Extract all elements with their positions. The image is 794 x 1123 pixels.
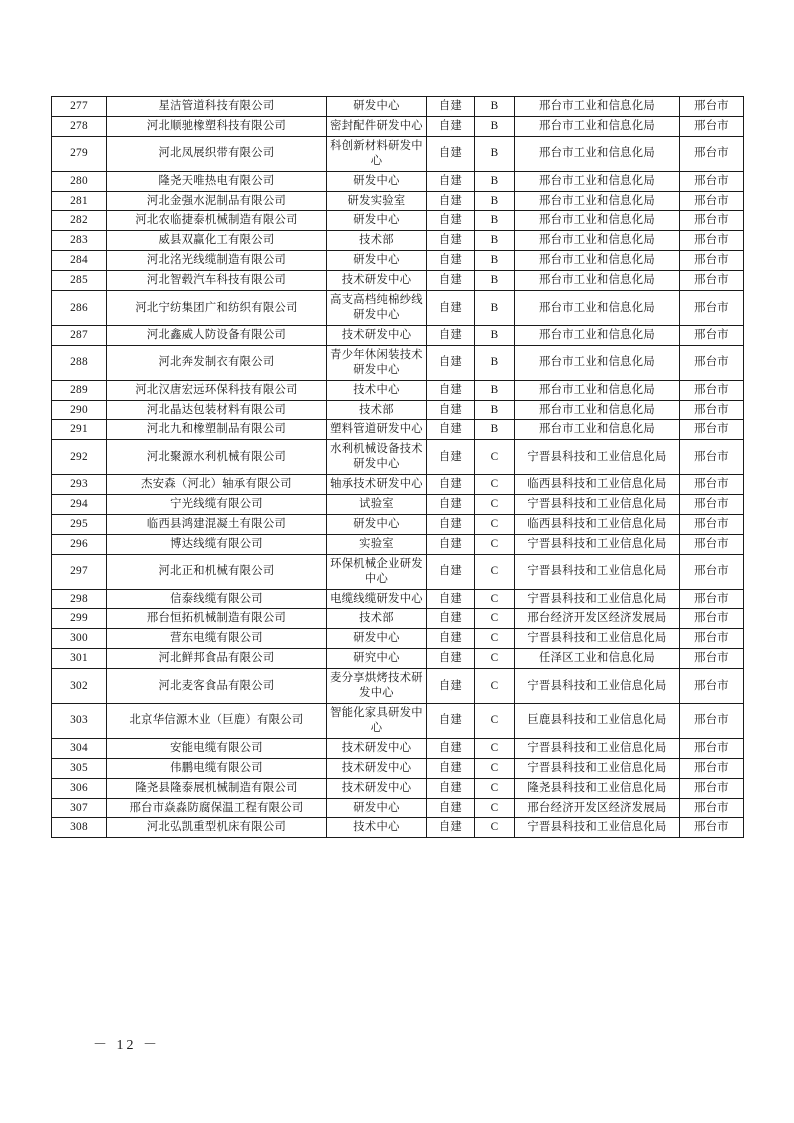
cell-city: 邢台市 (680, 380, 744, 400)
cell-grade: B (475, 271, 515, 291)
cell-idx: 303 (52, 704, 107, 739)
cell-build: 自建 (427, 325, 475, 345)
cell-center: 技术中心 (327, 818, 427, 838)
cell-grade: C (475, 669, 515, 704)
cell-build: 自建 (427, 211, 475, 231)
cell-grade: B (475, 345, 515, 380)
cell-build: 自建 (427, 231, 475, 251)
cell-center: 技术研发中心 (327, 758, 427, 778)
cell-dept: 邢台市工业和信息化局 (515, 97, 680, 117)
cell-center: 研发中心 (327, 629, 427, 649)
cell-name: 河北鲜邦食品有限公司 (107, 649, 327, 669)
cell-city: 邢台市 (680, 609, 744, 629)
cell-city: 邢台市 (680, 291, 744, 326)
cell-build: 自建 (427, 758, 475, 778)
cell-dept: 邢台市工业和信息化局 (515, 420, 680, 440)
cell-build: 自建 (427, 609, 475, 629)
cell-name: 河北凤展织带有限公司 (107, 136, 327, 171)
cell-build: 自建 (427, 554, 475, 589)
enterprise-rd-center-table-wrapper (51, 96, 743, 838)
cell-idx: 297 (52, 554, 107, 589)
table-row (52, 798, 744, 818)
cell-grade: C (475, 758, 515, 778)
cell-city: 邢台市 (680, 440, 744, 475)
table-row (52, 345, 744, 380)
cell-grade: B (475, 136, 515, 171)
cell-name: 信泰线缆有限公司 (107, 589, 327, 609)
cell-dept: 邢台市工业和信息化局 (515, 136, 680, 171)
cell-name: 河北鑫威人防设备有限公司 (107, 325, 327, 345)
cell-city: 邢台市 (680, 420, 744, 440)
cell-name: 临西县鸿建混凝土有限公司 (107, 514, 327, 534)
cell-name: 河北宁纺集团广和纺织有限公司 (107, 291, 327, 326)
cell-city: 邢台市 (680, 758, 744, 778)
table-row (52, 589, 744, 609)
cell-center: 技术部 (327, 231, 427, 251)
cell-dept: 临西县科技和工业信息化局 (515, 475, 680, 495)
cell-dept: 邢台市工业和信息化局 (515, 191, 680, 211)
cell-center: 研发中心 (327, 211, 427, 231)
cell-city: 邢台市 (680, 649, 744, 669)
cell-idx: 282 (52, 211, 107, 231)
table-row (52, 211, 744, 231)
cell-name: 河北洺光线缆制造有限公司 (107, 251, 327, 271)
cell-dept: 邢台市工业和信息化局 (515, 211, 680, 231)
cell-name: 伟鹏电缆有限公司 (107, 758, 327, 778)
cell-city: 邢台市 (680, 669, 744, 704)
cell-name: 隆尧县隆泰展机械制造有限公司 (107, 778, 327, 798)
cell-city: 邢台市 (680, 818, 744, 838)
cell-grade: B (475, 380, 515, 400)
cell-idx: 307 (52, 798, 107, 818)
table-row (52, 778, 744, 798)
cell-idx: 300 (52, 629, 107, 649)
cell-grade: C (475, 534, 515, 554)
cell-name: 河北顺驰橡塑科技有限公司 (107, 116, 327, 136)
cell-center: 实验室 (327, 534, 427, 554)
cell-grade: B (475, 400, 515, 420)
cell-idx: 285 (52, 271, 107, 291)
cell-name: 河北智毂汽车科技有限公司 (107, 271, 327, 291)
cell-idx: 286 (52, 291, 107, 326)
cell-build: 自建 (427, 116, 475, 136)
cell-dept: 巨鹿县科技和工业信息化局 (515, 704, 680, 739)
cell-center: 技术研发中心 (327, 271, 427, 291)
cell-city: 邢台市 (680, 325, 744, 345)
cell-grade: C (475, 778, 515, 798)
table-row (52, 400, 744, 420)
cell-dept: 宁晋县科技和工业信息化局 (515, 818, 680, 838)
cell-name: 北京华信源木业（巨鹿）有限公司 (107, 704, 327, 739)
cell-dept: 宁晋县科技和工业信息化局 (515, 629, 680, 649)
cell-center: 试验室 (327, 495, 427, 515)
cell-center: 技术研发中心 (327, 325, 427, 345)
cell-grade: C (475, 514, 515, 534)
cell-center: 智能化家具研发中心 (327, 704, 427, 739)
cell-idx: 301 (52, 649, 107, 669)
table-row (52, 495, 744, 515)
table-row (52, 171, 744, 191)
table-row (52, 231, 744, 251)
cell-idx: 277 (52, 97, 107, 117)
cell-dept: 邢台市工业和信息化局 (515, 271, 680, 291)
cell-city: 邢台市 (680, 475, 744, 495)
table-row (52, 818, 744, 838)
cell-city: 邢台市 (680, 400, 744, 420)
cell-center: 研发中心 (327, 514, 427, 534)
cell-name: 河北汉唐宏远环保科技有限公司 (107, 380, 327, 400)
cell-idx: 305 (52, 758, 107, 778)
table-row (52, 609, 744, 629)
cell-center: 高支高档纯棉纱线研发中心 (327, 291, 427, 326)
cell-dept: 宁晋县科技和工业信息化局 (515, 738, 680, 758)
cell-city: 邢台市 (680, 778, 744, 798)
cell-grade: B (475, 97, 515, 117)
table-row (52, 649, 744, 669)
cell-name: 邢台恒拓机械制造有限公司 (107, 609, 327, 629)
cell-dept: 宁晋县科技和工业信息化局 (515, 554, 680, 589)
table-row (52, 534, 744, 554)
cell-idx: 294 (52, 495, 107, 515)
cell-city: 邢台市 (680, 211, 744, 231)
cell-dept: 隆尧县科技和工业信息化局 (515, 778, 680, 798)
cell-build: 自建 (427, 818, 475, 838)
cell-grade: C (475, 440, 515, 475)
cell-build: 自建 (427, 589, 475, 609)
cell-center: 技术研发中心 (327, 778, 427, 798)
cell-build: 自建 (427, 191, 475, 211)
table-row (52, 191, 744, 211)
cell-idx: 296 (52, 534, 107, 554)
cell-build: 自建 (427, 778, 475, 798)
cell-name: 河北金强水泥制品有限公司 (107, 191, 327, 211)
table-row (52, 738, 744, 758)
cell-center: 研发中心 (327, 798, 427, 818)
cell-dept: 邢台市工业和信息化局 (515, 400, 680, 420)
cell-grade: C (475, 798, 515, 818)
cell-build: 自建 (427, 495, 475, 515)
cell-center: 密封配件研发中心 (327, 116, 427, 136)
cell-center: 技术研发中心 (327, 738, 427, 758)
cell-build: 自建 (427, 629, 475, 649)
table-row (52, 136, 744, 171)
cell-name: 河北麦客食品有限公司 (107, 669, 327, 704)
cell-dept: 宁晋县科技和工业信息化局 (515, 669, 680, 704)
cell-grade: B (475, 231, 515, 251)
cell-idx: 298 (52, 589, 107, 609)
cell-idx: 278 (52, 116, 107, 136)
cell-name: 星洁管道科技有限公司 (107, 97, 327, 117)
cell-name: 河北弘凯重型机床有限公司 (107, 818, 327, 838)
cell-grade: C (475, 649, 515, 669)
cell-grade: B (475, 211, 515, 231)
cell-grade: C (475, 589, 515, 609)
cell-idx: 280 (52, 171, 107, 191)
cell-idx: 295 (52, 514, 107, 534)
table-row (52, 669, 744, 704)
cell-dept: 宁晋县科技和工业信息化局 (515, 589, 680, 609)
cell-dept: 邢台经济开发区经济发展局 (515, 798, 680, 818)
cell-idx: 290 (52, 400, 107, 420)
cell-city: 邢台市 (680, 554, 744, 589)
cell-dept: 邢台市工业和信息化局 (515, 171, 680, 191)
cell-city: 邢台市 (680, 171, 744, 191)
cell-dept: 邢台市工业和信息化局 (515, 116, 680, 136)
cell-dept: 临西县科技和工业信息化局 (515, 514, 680, 534)
table-row (52, 514, 744, 534)
table-row (52, 475, 744, 495)
cell-grade: B (475, 116, 515, 136)
cell-name: 博达线缆有限公司 (107, 534, 327, 554)
table-row (52, 97, 744, 117)
cell-center: 麦分享烘烤技术研发中心 (327, 669, 427, 704)
table-row (52, 116, 744, 136)
cell-city: 邢台市 (680, 514, 744, 534)
cell-city: 邢台市 (680, 251, 744, 271)
table-row (52, 554, 744, 589)
cell-grade: C (475, 818, 515, 838)
cell-idx: 302 (52, 669, 107, 704)
cell-city: 邢台市 (680, 231, 744, 251)
cell-center: 技术部 (327, 609, 427, 629)
cell-center: 青少年休闲装技术研发中心 (327, 345, 427, 380)
cell-idx: 291 (52, 420, 107, 440)
cell-build: 自建 (427, 798, 475, 818)
cell-grade: B (475, 291, 515, 326)
cell-grade: C (475, 609, 515, 629)
cell-grade: B (475, 251, 515, 271)
cell-center: 研发中心 (327, 97, 427, 117)
cell-idx: 279 (52, 136, 107, 171)
cell-build: 自建 (427, 291, 475, 326)
cell-name: 宁光线缆有限公司 (107, 495, 327, 515)
cell-build: 自建 (427, 345, 475, 380)
cell-center: 科创新材料研发中心 (327, 136, 427, 171)
page-number: － 12 － (93, 1038, 160, 1053)
cell-center: 技术中心 (327, 380, 427, 400)
cell-center: 技术部 (327, 400, 427, 420)
cell-grade: C (475, 629, 515, 649)
cell-name: 邢台市焱淼防腐保温工程有限公司 (107, 798, 327, 818)
cell-name: 河北农临捷泰机械制造有限公司 (107, 211, 327, 231)
table-row (52, 704, 744, 739)
cell-city: 邢台市 (680, 495, 744, 515)
cell-dept: 邢台市工业和信息化局 (515, 325, 680, 345)
cell-city: 邢台市 (680, 136, 744, 171)
cell-build: 自建 (427, 669, 475, 704)
cell-name: 隆尧天唯热电有限公司 (107, 171, 327, 191)
cell-dept: 任泽区工业和信息化局 (515, 649, 680, 669)
cell-idx: 306 (52, 778, 107, 798)
cell-build: 自建 (427, 704, 475, 739)
cell-grade: C (475, 704, 515, 739)
cell-name: 河北九和橡塑制品有限公司 (107, 420, 327, 440)
cell-build: 自建 (427, 271, 475, 291)
cell-dept: 宁晋县科技和工业信息化局 (515, 534, 680, 554)
cell-center: 轴承技术研发中心 (327, 475, 427, 495)
cell-build: 自建 (427, 649, 475, 669)
cell-center: 研发中心 (327, 251, 427, 271)
cell-idx: 284 (52, 251, 107, 271)
cell-name: 威县双赢化工有限公司 (107, 231, 327, 251)
cell-grade: B (475, 325, 515, 345)
cell-build: 自建 (427, 420, 475, 440)
cell-idx: 287 (52, 325, 107, 345)
cell-grade: C (475, 495, 515, 515)
cell-center: 研发中心 (327, 171, 427, 191)
cell-grade: B (475, 420, 515, 440)
table-row (52, 271, 744, 291)
cell-dept: 邢台市工业和信息化局 (515, 291, 680, 326)
cell-city: 邢台市 (680, 271, 744, 291)
table-row (52, 420, 744, 440)
cell-build: 自建 (427, 136, 475, 171)
cell-build: 自建 (427, 440, 475, 475)
cell-dept: 邢台市工业和信息化局 (515, 231, 680, 251)
cell-name: 杰安森（河北）轴承有限公司 (107, 475, 327, 495)
cell-grade: C (475, 554, 515, 589)
cell-center: 塑料管道研发中心 (327, 420, 427, 440)
cell-dept: 宁晋县科技和工业信息化局 (515, 440, 680, 475)
cell-idx: 299 (52, 609, 107, 629)
cell-idx: 289 (52, 380, 107, 400)
cell-grade: C (475, 475, 515, 495)
cell-build: 自建 (427, 738, 475, 758)
cell-build: 自建 (427, 514, 475, 534)
cell-grade: C (475, 738, 515, 758)
cell-city: 邢台市 (680, 116, 744, 136)
table-row (52, 325, 744, 345)
cell-idx: 292 (52, 440, 107, 475)
cell-city: 邢台市 (680, 738, 744, 758)
cell-name: 营东电缆有限公司 (107, 629, 327, 649)
cell-name: 河北奔发制衣有限公司 (107, 345, 327, 380)
cell-city: 邢台市 (680, 191, 744, 211)
cell-grade: B (475, 191, 515, 211)
cell-idx: 293 (52, 475, 107, 495)
cell-idx: 281 (52, 191, 107, 211)
cell-name: 河北聚源水利机械有限公司 (107, 440, 327, 475)
cell-idx: 304 (52, 738, 107, 758)
cell-center: 研发实验室 (327, 191, 427, 211)
cell-dept: 邢台市工业和信息化局 (515, 380, 680, 400)
table-row (52, 629, 744, 649)
cell-center: 电缆线缆研发中心 (327, 589, 427, 609)
cell-dept: 邢台市工业和信息化局 (515, 345, 680, 380)
cell-city: 邢台市 (680, 798, 744, 818)
enterprise-rd-center-table (51, 96, 744, 838)
cell-city: 邢台市 (680, 97, 744, 117)
table-row (52, 758, 744, 778)
cell-dept: 宁晋县科技和工业信息化局 (515, 495, 680, 515)
cell-city: 邢台市 (680, 589, 744, 609)
cell-idx: 308 (52, 818, 107, 838)
cell-name: 安能电缆有限公司 (107, 738, 327, 758)
cell-city: 邢台市 (680, 629, 744, 649)
cell-idx: 288 (52, 345, 107, 380)
table-body (52, 97, 744, 838)
cell-build: 自建 (427, 171, 475, 191)
cell-build: 自建 (427, 475, 475, 495)
cell-center: 环保机械企业研发中心 (327, 554, 427, 589)
cell-grade: B (475, 171, 515, 191)
table-row (52, 291, 744, 326)
cell-dept: 邢台市工业和信息化局 (515, 251, 680, 271)
cell-center: 研究中心 (327, 649, 427, 669)
cell-city: 邢台市 (680, 345, 744, 380)
table-row (52, 380, 744, 400)
cell-name: 河北正和机械有限公司 (107, 554, 327, 589)
cell-city: 邢台市 (680, 704, 744, 739)
cell-build: 自建 (427, 97, 475, 117)
cell-dept: 邢台经济开发区经济发展局 (515, 609, 680, 629)
cell-build: 自建 (427, 251, 475, 271)
cell-build: 自建 (427, 534, 475, 554)
cell-dept: 宁晋县科技和工业信息化局 (515, 758, 680, 778)
table-row (52, 440, 744, 475)
cell-build: 自建 (427, 380, 475, 400)
cell-city: 邢台市 (680, 534, 744, 554)
cell-center: 水利机械设备技术研发中心 (327, 440, 427, 475)
table-row (52, 251, 744, 271)
cell-name: 河北晶达包装材料有限公司 (107, 400, 327, 420)
cell-build: 自建 (427, 400, 475, 420)
cell-idx: 283 (52, 231, 107, 251)
